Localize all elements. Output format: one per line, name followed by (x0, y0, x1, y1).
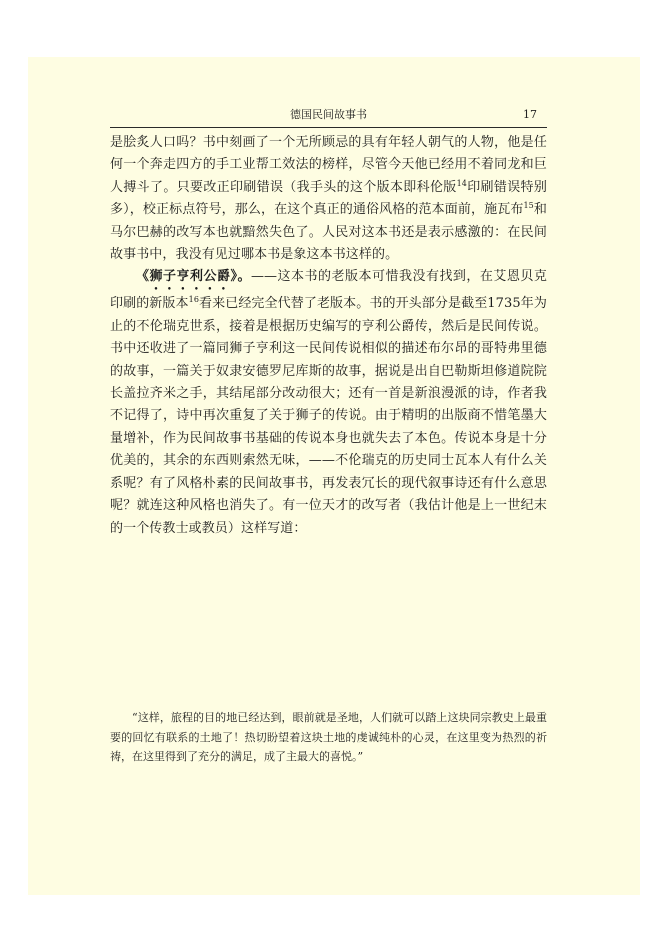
paragraph-2 (110, 266, 547, 539)
paragraph-1-text-b: 印刷错误特别多），校正标点符号，那么，在这个真正的通俗风格的范本面前，施瓦布 (110, 179, 547, 218)
paragraph-1 (110, 132, 547, 266)
running-header (110, 107, 547, 128)
body-text (110, 132, 547, 540)
paragraph-1-text-c: 和马尔巴赫的改写本也就黯然失色了。人民对这本书还是表示感激的：在民间故事书中，我没有见过哪本书是象这本书这样的。 (110, 202, 547, 263)
paragraph-2-text-b: 看来已经完全代替了老版本。书的开头部分是截至1735年为止的不伦瑞克世系，接着是根据历史编写的亨利公爵传，然后是民间传说。书中还收进了一篇同狮子亨利这一民间传说相似的描述布尔昂的哥特弗里德的故事，一篇关于奴隶安德罗尼库斯的故事，据说是出自巴勒斯坦修道院院长盖拉齐米之手，其结尾部分改动很大；还有一首是新浪漫派的诗，作者我不记得了，诗中再次重复了关于狮子的传说。由于精明的出版商不惜笔墨大量增补，作为民间故事书基础的传说本身也就失去了本色。传说本身是十分优美的，其余的东西则索然无味，——不伦瑞克的历史同士瓦本人有什么关系呢？有了风格朴素的民间故事书，再发表冗长的现代叙事诗还有什么意思呢？就连这种风格也消失了。有一位天才的改写者（我估计他是上一世纪末的一个传教士或教员）这样写道： (110, 296, 547, 536)
block-quote: “这样，旅程的目的地已经达到，眼前就是圣地，人们就可以踏上这块同宗教史上最重要的回忆有联系的土地了！热切盼望着这块土地的虔诚纯朴的心灵，在这里变为热烈的祈祷，在这里得到了充分的满足，成了主最大的喜悦。” (110, 711, 547, 763)
paragraph-2-text-a: ——这本书的老版本可惜我没有找到，在艾恩贝克印刷的新版本 (110, 269, 547, 312)
running-title: 德国民间故事书 (290, 108, 367, 121)
footnote-ref-15: 15 (523, 201, 534, 211)
book-title: 《狮子亨利公爵》。 (136, 269, 251, 285)
footnote-ref-16: 16 (188, 295, 200, 305)
page-number: 17 (523, 108, 537, 121)
footnote-ref-14: 14 (456, 178, 467, 188)
paragraph-1-text-a: 是脍炙人口吗？书中刻画了一个无所顾忌的具有年轻人朝气的人物，他是任何一个奔走四方的手工业帮工效法的榜样，尽管今天他已经用不着同龙和巨人搏斗了。只要改正印刷错误（我手头的这个版本即科伦版 (110, 135, 547, 195)
